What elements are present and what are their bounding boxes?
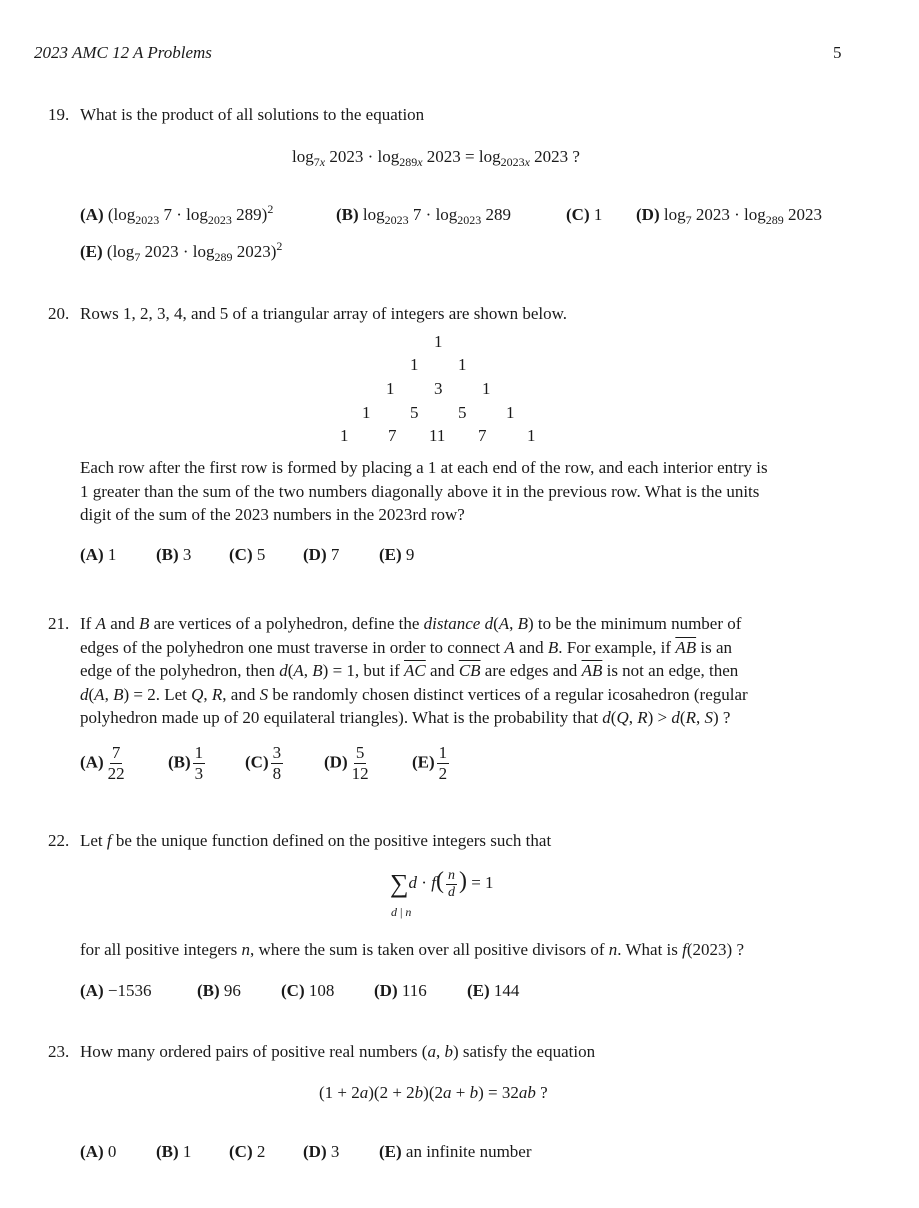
- array-entry: 3: [434, 379, 443, 398]
- problem-21-choice-b: (B) $\frac{1}{3}$: [168, 743, 204, 783]
- array-entry: 5: [410, 403, 419, 422]
- problem-21-choice-a: (A) $\frac{7}{22}$: [80, 743, 125, 783]
- array-entry: 1: [458, 355, 467, 374]
- array-entry: 1: [362, 403, 371, 422]
- problem-21-choice-e: (E) $\frac{1}{2}$: [412, 743, 448, 783]
- problem-22-choice-d: (D) 116: [374, 981, 427, 1000]
- problem-20-line: Each row after the first row is formed by placing a 1 at each end of the row, and each interior entry is: [80, 458, 768, 477]
- page-number: 5: [833, 43, 842, 62]
- problem-19-choice-c: (C) 1: [566, 205, 603, 224]
- problem-19-choice-e: (E) ($\log_7$ $2023 \cdot \log_{289} 2023)^2$: [80, 239, 283, 264]
- problem-21-choice-d: (D) $\frac{5}{12}$: [324, 743, 369, 783]
- problem-22-equation: ∑d · f( $\frac{n}{d}$ ) = 1: [390, 867, 494, 900]
- problem-20-number: 20.: [48, 304, 70, 323]
- array-entry: 1: [482, 379, 491, 398]
- problem-22-number: 22.: [48, 831, 70, 850]
- problem-21-number: 21.: [48, 614, 70, 633]
- problem-20-text: Rows 1, 2, 3, 4, and 5 of a triangular array of integers are shown below.: [80, 304, 568, 323]
- array-entry: 1: [386, 379, 395, 398]
- problem-23-choice-e: (E) an infinite number: [379, 1142, 532, 1161]
- array-entry: 11: [429, 426, 446, 445]
- array-entry: 7: [478, 426, 487, 445]
- problem-19-number: 19.: [48, 105, 70, 124]
- problem-22-choice-a: (A) −1536: [80, 981, 152, 1000]
- problem-23-choice-b: (B) 1: [156, 1142, 192, 1161]
- problem-19-choice-a: (A) ($\log_{2023}$ $7 \cdot \log_{2023} 289)^2$: [80, 202, 274, 227]
- problem-22-choice-c: (C) 108: [281, 981, 335, 1000]
- problem-19-choice-b: (B) $\log_{2023} 7 \cdot \log_{2023} 289$: [336, 205, 512, 227]
- problem-20-line: 1 greater than the sum of the two numbers diagonally above it in the previous row. What is the units: [80, 481, 760, 501]
- problem-23-choice-c: (C) 2: [229, 1142, 266, 1161]
- array-entry: 1: [527, 426, 536, 445]
- page-header-title: 2023 AMC 12 A Problems: [34, 43, 212, 62]
- problem-19-text: What is the product of all solutions to the equation: [80, 105, 425, 124]
- problem-19-choice-d: (D) $\log_7 2023 \cdot \log_{289} 2023$: [636, 205, 822, 227]
- problem-22-choice-b: (B) 96: [197, 981, 241, 1000]
- problem-23-equation: (1 + 2a)(2 + 2b)(2a + b) = 32ab ?: [319, 1083, 548, 1102]
- array-entry: 1: [340, 426, 349, 445]
- array-entry: 5: [458, 403, 467, 422]
- problem-22-choice-e: (E) 144: [467, 981, 520, 1000]
- problem-21-body: If A and B are vertices of a polyhedron, define the distance d(A, B) to be the minimum number of edges of the polyhedron one must traverse in order to connect A and B. For example, if $\overline{AB}$ is an edge of the polyhedron, then d(A, B) = 1, but if $\overline{AC}$ and $\overline{CB}$ are edges and $\overline{AB}$ is not an edge, then d(A, B) = 2. Let Q, R, and S be randomly chosen distinct vertices of a regular icosahedron (regular polyhedron made up of 20 equilateral triangles). What is the probability that d(Q, R) > d(R, S) ?: [80, 614, 748, 728]
- array-entry: 7: [388, 426, 397, 445]
- array-entry: 1: [434, 332, 443, 351]
- problem-23-choice-d: (D) 3: [303, 1142, 340, 1161]
- problem-20-choice-e: (E) 9: [379, 545, 415, 564]
- problem-20-choice-d: (D) 7: [303, 545, 340, 564]
- problem-21-choice-c: (C) $\frac{3}{8}$: [245, 743, 282, 783]
- problem-22-sum-index: d | n: [391, 905, 412, 919]
- problem-20-body: [80, 456, 846, 527]
- problem-20-choice-c: (C) 5: [229, 545, 266, 564]
- problem-20-choice-b: (B) 3: [156, 545, 192, 564]
- problem-20-line: digit of the sum of the 2023 numbers in the 2023rd row?: [80, 505, 465, 525]
- problem-22-text-2: for all positive integers n, where the sum is taken over all positive divisors of n. What is f(2023) ?: [80, 940, 745, 959]
- problem-20-choice-a: (A) 1: [80, 545, 117, 564]
- problem-23-choice-a: (A) 0: [80, 1142, 117, 1161]
- array-entry: 1: [506, 403, 515, 422]
- problem-22-text: Let f be the unique function defined on the positive integers such that: [80, 831, 552, 850]
- problem-23-number: 23.: [48, 1042, 70, 1061]
- problem-19-equation: $\log_{7x} 2023 \cdot \log_{289x} 2023 = \log_{2023x} 2023$ ?: [292, 147, 580, 169]
- problem-23-text: How many ordered pairs of positive real numbers (a, b) satisfy the equation: [80, 1042, 596, 1061]
- array-entry: 1: [410, 355, 419, 374]
